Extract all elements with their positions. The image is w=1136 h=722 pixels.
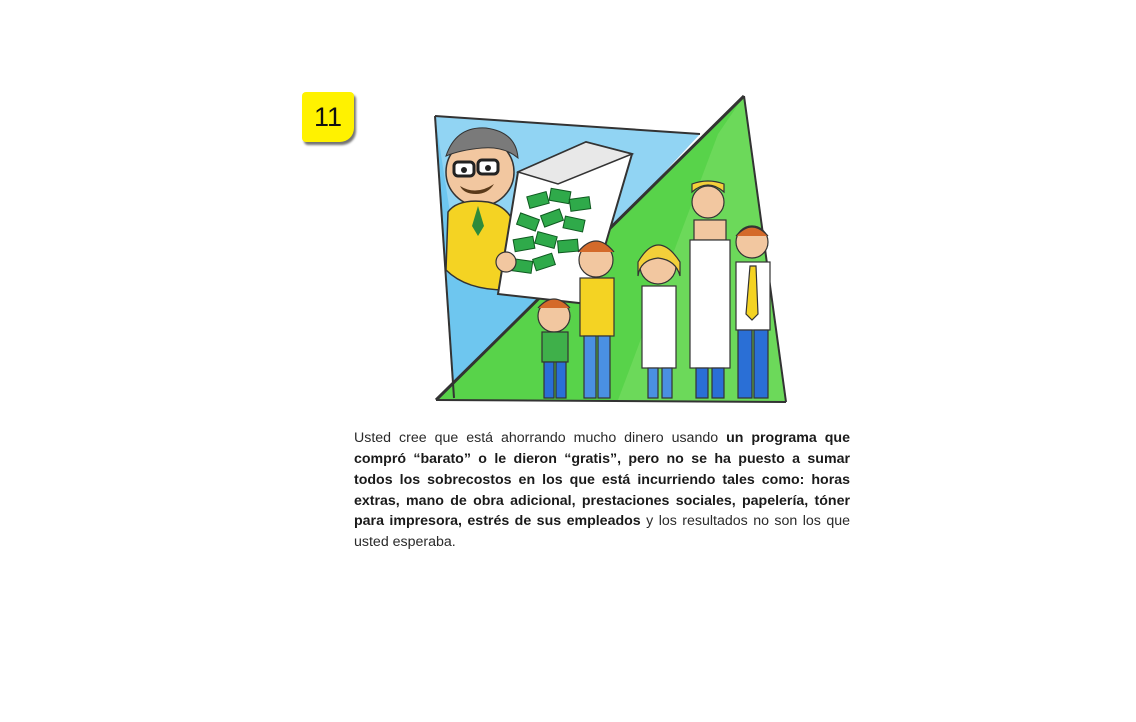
paragraph-text-3: y los resultados no son los que usted esperaba. (354, 513, 851, 551)
paragraph-text-bold: un programa que compró “barato” o le dieron “gratis”, pero no se ha puesto a sumar todos los sobrecostos en los que está incurriendo tales como: horas extras, mano de obra adicional, prestaciones sociales, papelería, tóner para impresora, estrés de sus empleados (354, 430, 850, 530)
cartoon-illustration (418, 94, 790, 406)
step-number-badge: 11 (302, 92, 354, 142)
description-paragraph (354, 428, 850, 553)
paragraph-text-1: Usted cree que está ahorrando mucho dinero usando (354, 430, 727, 447)
